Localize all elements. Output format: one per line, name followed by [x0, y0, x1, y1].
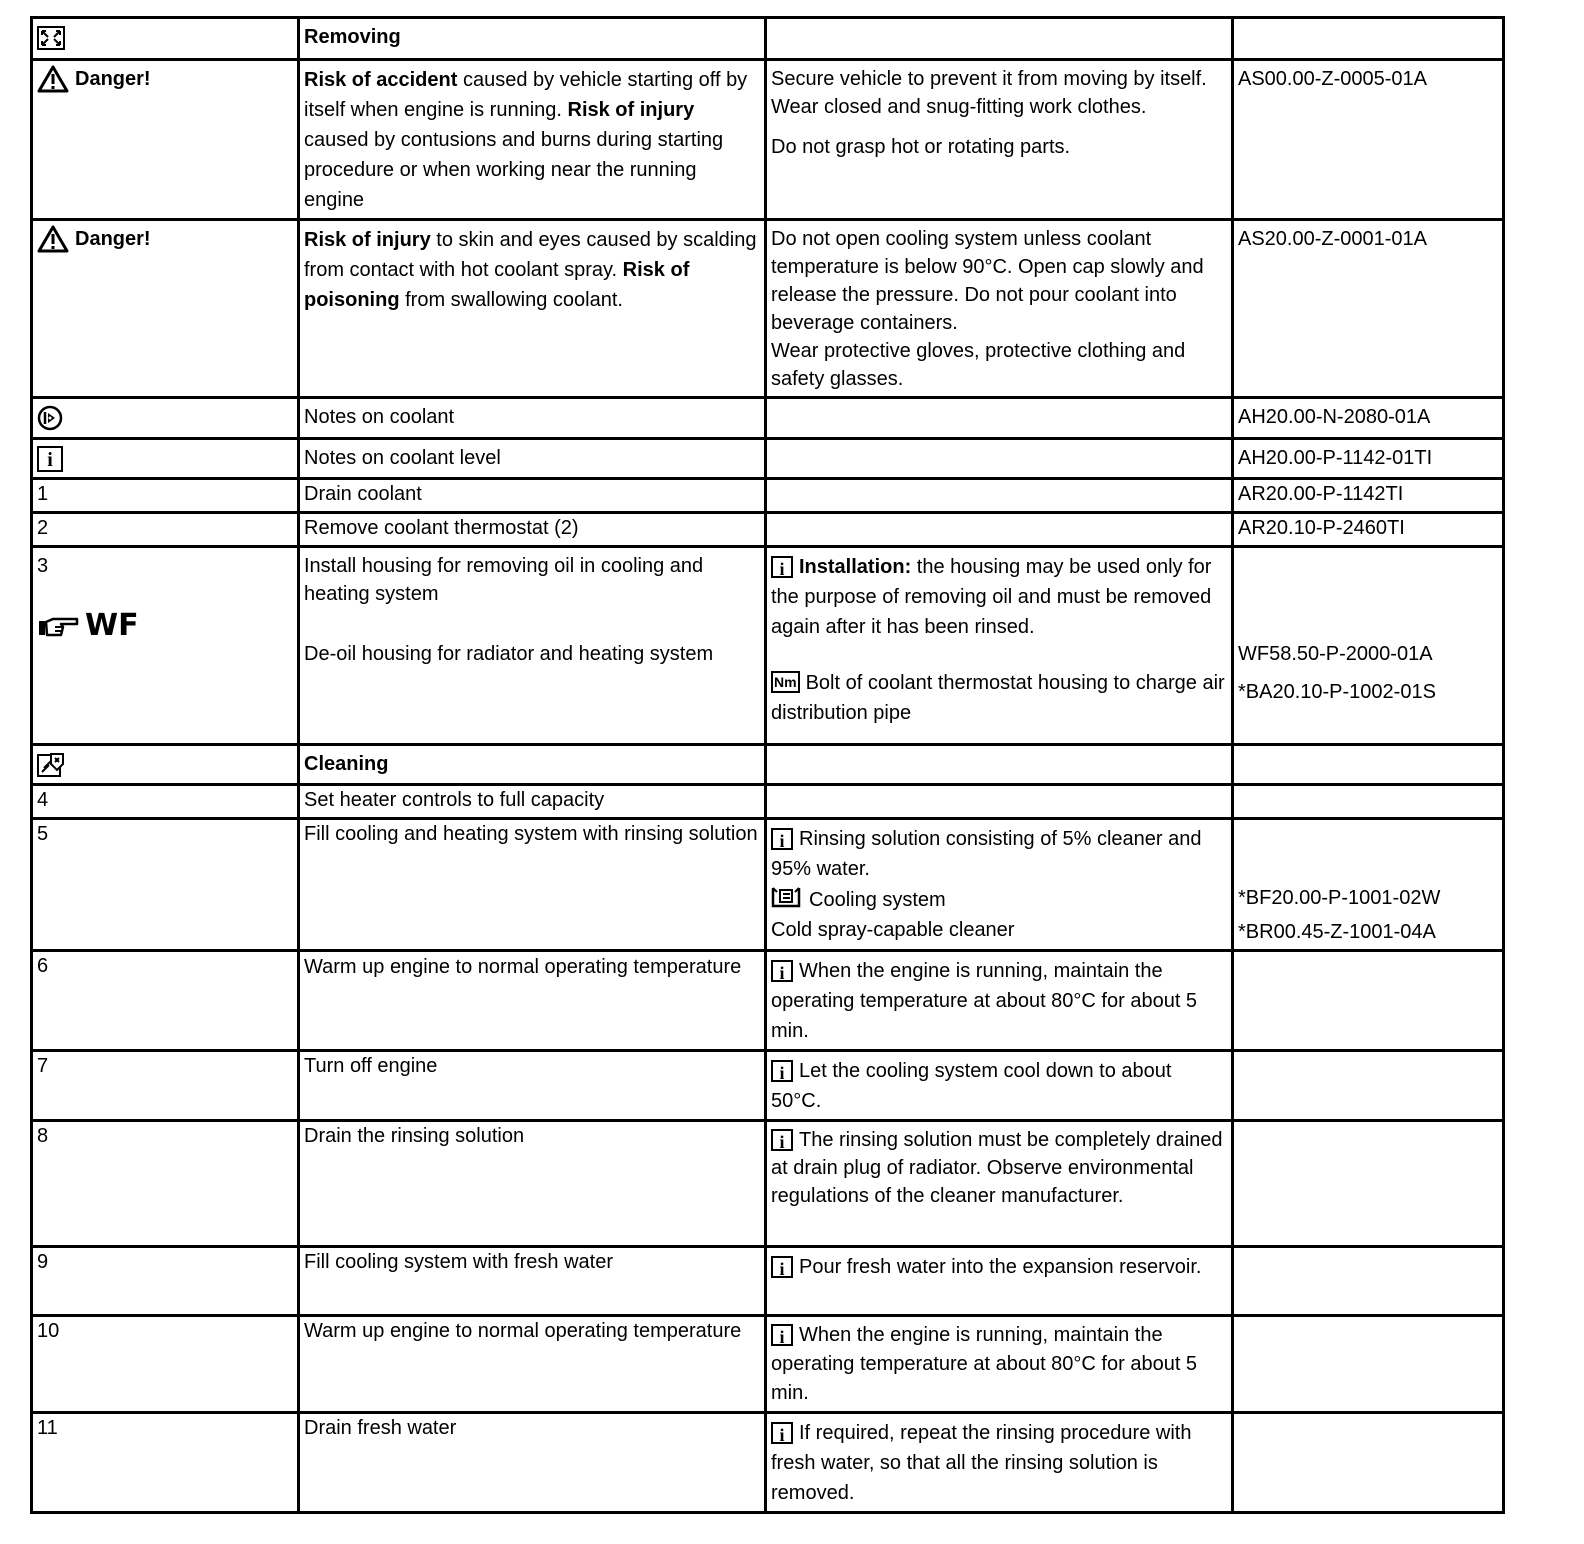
info-text: When the engine is running, maintain the operating temperature at about 80°C for about 5 min. — [771, 1324, 1198, 1404]
step-cell — [32, 398, 299, 439]
info-icon: i — [771, 1256, 793, 1278]
step-number: 6 — [32, 951, 299, 1051]
table-row — [32, 479, 1504, 513]
step-number: 7 — [32, 1051, 299, 1121]
section-title: Cleaning — [299, 745, 766, 785]
table-row — [32, 785, 1504, 819]
info-label: Installation: — [799, 556, 912, 578]
step-description — [299, 60, 766, 220]
note-cell — [766, 819, 1233, 951]
spacer — [304, 608, 760, 640]
spacer — [1238, 552, 1498, 640]
reference-code: *BR00.45-Z-1001-04A — [1238, 921, 1436, 943]
info-text: Let the cooling system cool down to about 50°C. — [771, 1060, 1172, 1112]
info-icon: i — [771, 1422, 793, 1444]
info-icon: i — [771, 1060, 793, 1082]
reference-cell — [1233, 745, 1504, 785]
table-row — [32, 745, 1504, 785]
spacer — [37, 580, 293, 612]
reference-cell — [1233, 18, 1504, 60]
note-cell — [766, 398, 1233, 439]
note-cell — [766, 785, 1233, 819]
step-cell — [32, 439, 299, 479]
risk-label: Risk of accident — [304, 69, 458, 91]
reference-cell: AR20.00-P-1142TI — [1233, 479, 1504, 513]
step-description: Turn off engine — [299, 1051, 766, 1121]
note-cell — [766, 1247, 1233, 1316]
info-icon: i — [771, 1129, 793, 1151]
risk-text: to skin and eyes caused by scalding from contact with hot coolant spray. — [304, 229, 757, 281]
table-row — [32, 1413, 1504, 1513]
spacer — [1238, 824, 1498, 884]
info-text: Rinsing solution consisting of 5% cleaner and 95% water. — [771, 828, 1202, 880]
info-text: Pour fresh water into the expansion reservoir. — [799, 1256, 1202, 1278]
info-note — [771, 552, 1227, 642]
note-line: Wear protective gloves, protective clothing and safety glasses. — [771, 340, 1186, 390]
step-number: 11 — [32, 1413, 299, 1513]
risk-label: Risk of injury — [304, 229, 431, 251]
step-number: 8 — [32, 1121, 299, 1247]
step-description: Notes on coolant level — [299, 439, 766, 479]
info-text: The rinsing solution must be completely drained at drain plug of radiator. Observe environmental regulations of the cleaner manufacturer. — [771, 1129, 1223, 1207]
step-description: Warm up engine to normal operating temperature — [299, 951, 766, 1051]
table-row — [32, 18, 1504, 60]
reference-cell: AR20.10-P-2460TI — [1233, 513, 1504, 547]
step-description — [299, 220, 766, 398]
note-cell — [766, 513, 1233, 547]
note-cell — [766, 60, 1233, 220]
note-cell — [766, 1051, 1233, 1121]
step-description: Drain coolant — [299, 479, 766, 513]
step-description: Set heater controls to full capacity — [299, 785, 766, 819]
table-row — [32, 220, 1504, 398]
table-row — [32, 398, 1504, 439]
spacer — [771, 642, 1227, 668]
table-row — [32, 547, 1504, 745]
step-number: 5 — [32, 819, 299, 951]
note-cell — [766, 479, 1233, 513]
note-cell — [766, 951, 1233, 1051]
procedure-table — [30, 16, 1505, 1514]
pointing-hand-icon — [37, 613, 81, 639]
warning-triangle-icon — [37, 65, 69, 93]
reference-cell — [1233, 1051, 1504, 1121]
step-description: Notes on coolant — [299, 398, 766, 439]
note-line: Do not open cooling system unless coolant temperature is below 90°C. Open cap slowly and release the pressure. Do not pour coolant into beverage containers. — [771, 228, 1204, 334]
material-note — [771, 884, 1227, 915]
danger-text: Danger! — [75, 228, 151, 250]
note-cell — [766, 1121, 1233, 1247]
step-text: Install housing for removing oil in cooling and heating system — [304, 555, 704, 605]
info-text: the housing may be used only for the purpose of removing oil and must be removed again after it has been rinsed. — [771, 556, 1212, 638]
table-row — [32, 1051, 1504, 1121]
step-description: Drain fresh water — [299, 1413, 766, 1513]
note-cell — [766, 18, 1233, 60]
step-description: Fill cooling and heating system with rinsing solution — [299, 819, 766, 951]
risk-text: from swallowing coolant. — [399, 289, 623, 311]
danger-label — [37, 225, 151, 253]
step-cell — [32, 745, 299, 785]
info-icon: i — [771, 556, 793, 578]
torque-icon: Nm — [771, 671, 800, 693]
torque-text: Bolt of coolant thermostat housing to charge air distribution pipe — [771, 672, 1225, 724]
info-icon: i — [771, 1324, 793, 1346]
operating-fluid-icon — [771, 884, 801, 908]
reference-cell — [1233, 1247, 1504, 1316]
info-text: When the engine is running, maintain the operating temperature at about 80°C for about 5 min. — [771, 960, 1198, 1042]
reference-cell: AS00.00-Z-0005-01A — [1233, 60, 1504, 220]
table-row — [32, 1247, 1504, 1316]
step-number: 2 — [32, 513, 299, 547]
note-cell — [766, 1413, 1233, 1513]
step-number: 4 — [32, 785, 299, 819]
danger-text: Danger! — [75, 68, 151, 90]
note-cell — [766, 745, 1233, 785]
section-title: Removing — [299, 18, 766, 60]
reference-cell — [1233, 1121, 1504, 1247]
step-cell — [32, 18, 299, 60]
table-row — [32, 819, 1504, 951]
note-line: Secure vehicle to prevent it from moving by itself. — [771, 68, 1207, 90]
reference-code: *BF20.00-P-1001-02W — [1238, 887, 1441, 909]
table-row — [32, 439, 1504, 479]
material-extra: Cold spray-capable cleaner — [771, 919, 1015, 941]
note-line: Do not grasp hot or rotating parts. — [771, 136, 1071, 158]
info-icon: i — [771, 828, 793, 850]
step-number: 3 — [37, 555, 49, 577]
material-text: Cooling system — [809, 889, 946, 911]
risk-label: Risk of poisoning — [304, 259, 690, 311]
risk-text: caused by contusions and burns during starting procedure or when working near the running engine — [304, 129, 724, 211]
step-description: Fill cooling system with fresh water — [299, 1247, 766, 1316]
table-row — [32, 1316, 1504, 1413]
reference-cell — [1233, 1316, 1504, 1413]
table-row — [32, 1121, 1504, 1247]
reference-cell — [1233, 951, 1504, 1051]
table-row — [32, 951, 1504, 1051]
step-number: 1 — [32, 479, 299, 513]
reference-cell — [1233, 819, 1504, 951]
reference-cell — [1233, 1413, 1504, 1513]
note-cell — [766, 547, 1233, 745]
step-cell — [32, 60, 299, 220]
step-description — [299, 547, 766, 745]
risk-text: caused by vehicle starting off by itself when engine is running. — [304, 69, 748, 121]
removal-icon — [37, 26, 65, 50]
step-text: De-oil housing for radiator and heating system — [304, 643, 714, 665]
step-number: 10 — [32, 1316, 299, 1413]
reference-code: *BA20.10-P-1002-01S — [1238, 681, 1436, 703]
reference-cell — [1233, 785, 1504, 819]
info-icon: i — [37, 446, 63, 472]
danger-label — [37, 65, 151, 93]
wf-label: WF — [85, 608, 139, 643]
step-cell — [32, 547, 299, 745]
torque-note — [771, 668, 1227, 728]
reference-cell: AS20.00-Z-0001-01A — [1233, 220, 1504, 398]
reference-cell: AH20.00-P-1142-01TI — [1233, 439, 1504, 479]
workshop-reference — [37, 608, 139, 643]
note-cell — [766, 220, 1233, 398]
note-line: Wear closed and snug-fitting work clothes. — [771, 96, 1147, 118]
table-row — [32, 513, 1504, 547]
reference-cell — [1233, 547, 1504, 745]
info-note — [771, 824, 1227, 884]
note-cell — [766, 1316, 1233, 1413]
reference-code: WF58.50-P-2000-01A — [1238, 643, 1433, 665]
info-icon: i — [771, 960, 793, 982]
table-row — [32, 60, 1504, 220]
risk-label: Risk of injury — [567, 99, 695, 121]
cleaning-icon — [37, 752, 65, 778]
notes-circle-icon — [37, 405, 63, 431]
step-number: 9 — [32, 1247, 299, 1316]
step-description: Remove coolant thermostat (2) — [299, 513, 766, 547]
info-text: If required, repeat the rinsing procedure with fresh water, so that all the rinsing solution is removed. — [771, 1422, 1192, 1504]
step-description: Drain the rinsing solution — [299, 1121, 766, 1247]
note-cell — [766, 439, 1233, 479]
warning-triangle-icon — [37, 225, 69, 253]
step-cell — [32, 220, 299, 398]
reference-cell: AH20.00-N-2080-01A — [1233, 398, 1504, 439]
step-description: Warm up engine to normal operating temperature — [299, 1316, 766, 1413]
